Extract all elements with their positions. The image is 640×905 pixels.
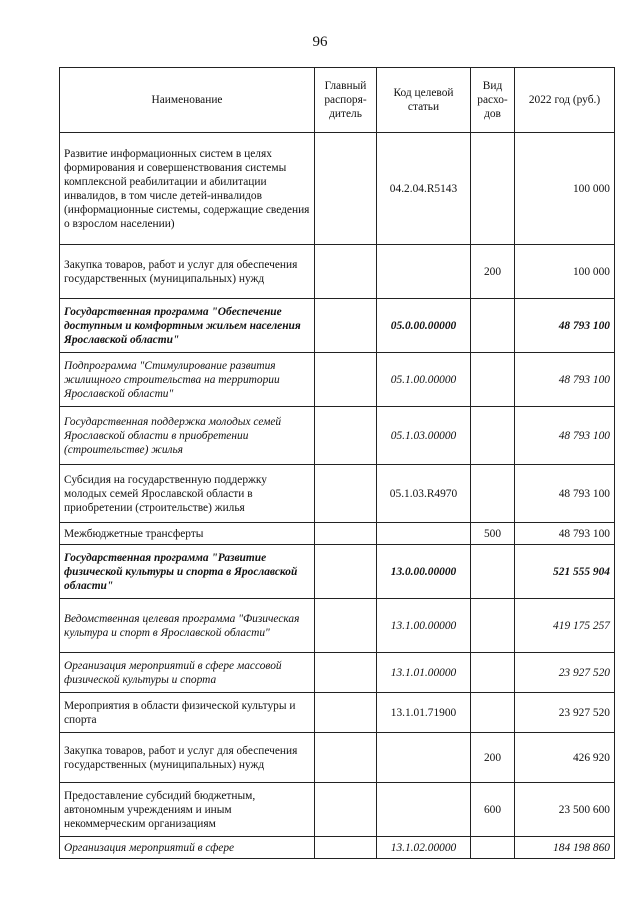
- table-row: [60, 653, 615, 693]
- row-name-cell: Ведомственная целевая программа "Физическая культура и спорт в Ярославской области": [60, 599, 315, 653]
- row-code-cell: [377, 245, 471, 299]
- row-expense-type-cell: [471, 693, 515, 733]
- row-expense-type-cell: 200: [471, 733, 515, 783]
- row-amount-cell: 23 927 520: [515, 653, 615, 693]
- table-row: [60, 599, 615, 653]
- row-amount-cell: 521 555 904: [515, 545, 615, 599]
- row-admin-cell: [315, 733, 377, 783]
- row-expense-type-cell: 600: [471, 783, 515, 837]
- row-admin-cell: [315, 465, 377, 523]
- row-amount-cell: 48 793 100: [515, 407, 615, 465]
- table-row: [60, 299, 615, 353]
- table-row: [60, 465, 615, 523]
- table-row: [60, 783, 615, 837]
- row-amount-cell: 100 000: [515, 245, 615, 299]
- row-code-cell: [377, 783, 471, 837]
- row-code-cell: 13.1.01.71900: [377, 693, 471, 733]
- row-amount-cell: 48 793 100: [515, 353, 615, 407]
- row-admin-cell: [315, 545, 377, 599]
- table-row: [60, 733, 615, 783]
- row-name-cell: Развитие информационных систем в целях формирования и совершенствования системы комплексной реабилитации и абилитации инвалидов, в том числе детей-инвалидов (информационные системы, содержащие сведения о взрослом населении): [60, 133, 315, 245]
- row-name-cell: Государственная поддержка молодых семей Ярославской области в приобретении (строительстве) жилья: [60, 407, 315, 465]
- row-admin-cell: [315, 407, 377, 465]
- row-amount-cell: 23 927 520: [515, 693, 615, 733]
- row-admin-cell: [315, 353, 377, 407]
- row-amount-cell: 100 000: [515, 133, 615, 245]
- row-code-cell: 04.2.04.R5143: [377, 133, 471, 245]
- row-code-cell: 05.0.00.00000: [377, 299, 471, 353]
- row-code-cell: 05.1.00.00000: [377, 353, 471, 407]
- row-code-cell: 13.0.00.00000: [377, 545, 471, 599]
- row-amount-cell: 419 175 257: [515, 599, 615, 653]
- row-name-cell: Предоставление субсидий бюджетным, автономным учреждениям и иным некоммерческим организациям: [60, 783, 315, 837]
- table-row: [60, 407, 615, 465]
- row-code-cell: 05.1.03.00000: [377, 407, 471, 465]
- budget-table: [59, 67, 615, 859]
- row-name-cell: Закупка товаров, работ и услуг для обеспечения государственных (муниципальных) нужд: [60, 245, 315, 299]
- row-amount-cell: 184 198 860: [515, 837, 615, 859]
- row-name-cell: Межбюджетные трансферты: [60, 523, 315, 545]
- row-name-cell: Организация мероприятий в сфере: [60, 837, 315, 859]
- row-name-cell: Подпрограмма "Стимулирование развития жилищного строительства на территории Ярославской области": [60, 353, 315, 407]
- row-code-cell: 13.1.00.00000: [377, 599, 471, 653]
- row-amount-cell: 48 793 100: [515, 299, 615, 353]
- header-target-code: Код целевой статьи: [377, 68, 471, 133]
- table-body: [60, 133, 615, 859]
- table-row: [60, 523, 615, 545]
- row-name-cell: Мероприятия в области физической культуры и спорта: [60, 693, 315, 733]
- row-admin-cell: [315, 133, 377, 245]
- row-expense-type-cell: 200: [471, 245, 515, 299]
- table-row: [60, 545, 615, 599]
- table-row: [60, 133, 615, 245]
- row-name-cell: Государственная программа "Развитие физической культуры и спорта в Ярославской области": [60, 545, 315, 599]
- table-header-row: [60, 68, 615, 133]
- header-name: Наименование: [60, 68, 315, 133]
- row-code-cell: 13.1.02.00000: [377, 837, 471, 859]
- row-expense-type-cell: [471, 465, 515, 523]
- header-expense-type: Вид расхо-дов: [471, 68, 515, 133]
- row-admin-cell: [315, 599, 377, 653]
- row-amount-cell: 23 500 600: [515, 783, 615, 837]
- row-name-cell: Государственная программа "Обеспечение доступным и комфортным жильем населения Ярославской области": [60, 299, 315, 353]
- row-admin-cell: [315, 693, 377, 733]
- table-row: [60, 693, 615, 733]
- row-name-cell: Субсидия на государственную поддержку молодых семей Ярославской области в приобретении (строительстве) жилья: [60, 465, 315, 523]
- row-amount-cell: 426 920: [515, 733, 615, 783]
- row-expense-type-cell: [471, 299, 515, 353]
- row-admin-cell: [315, 837, 377, 859]
- row-expense-type-cell: [471, 353, 515, 407]
- row-expense-type-cell: [471, 133, 515, 245]
- row-admin-cell: [315, 783, 377, 837]
- page-number: 96: [312, 34, 328, 50]
- table-row: [60, 353, 615, 407]
- row-expense-type-cell: [471, 407, 515, 465]
- row-expense-type-cell: 500: [471, 523, 515, 545]
- table-row: [60, 245, 615, 299]
- row-admin-cell: [315, 299, 377, 353]
- row-code-cell: 05.1.03.R4970: [377, 465, 471, 523]
- row-code-cell: 13.1.01.00000: [377, 653, 471, 693]
- row-code-cell: [377, 523, 471, 545]
- row-expense-type-cell: [471, 599, 515, 653]
- row-expense-type-cell: [471, 653, 515, 693]
- row-code-cell: [377, 733, 471, 783]
- header-year-amount: 2022 год (руб.): [515, 68, 615, 133]
- row-expense-type-cell: [471, 545, 515, 599]
- row-admin-cell: [315, 653, 377, 693]
- row-amount-cell: 48 793 100: [515, 523, 615, 545]
- row-amount-cell: 48 793 100: [515, 465, 615, 523]
- row-admin-cell: [315, 245, 377, 299]
- row-expense-type-cell: [471, 837, 515, 859]
- table-row: [60, 837, 615, 859]
- header-chief-admin: Главный распоря-дитель: [315, 68, 377, 133]
- row-admin-cell: [315, 523, 377, 545]
- row-name-cell: Закупка товаров, работ и услуг для обеспечения государственных (муниципальных) нужд: [60, 733, 315, 783]
- row-name-cell: Организация мероприятий в сфере массовой физической культуры и спорта: [60, 653, 315, 693]
